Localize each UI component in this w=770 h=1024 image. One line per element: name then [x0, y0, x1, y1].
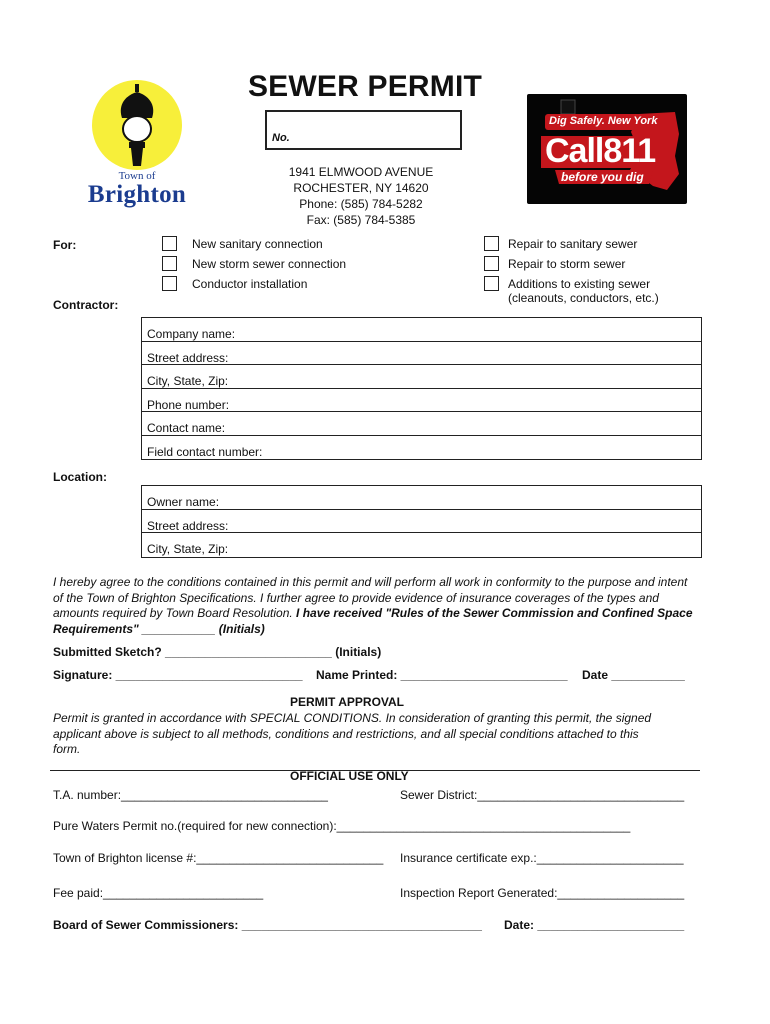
page-title: SEWER PERMIT: [247, 70, 483, 103]
location-street-field[interactable]: Street address:: [142, 510, 701, 534]
location-city-field[interactable]: City, State, Zip:: [147, 542, 229, 556]
board-date-line[interactable]: Date: ______________________: [504, 918, 685, 932]
location-label: Location:: [53, 470, 107, 484]
sketch-initials-line[interactable]: Submitted Sketch? _________________________ (Initials): [53, 645, 382, 659]
town-license-line[interactable]: Town of Brighton license #:____________________________: [53, 851, 384, 865]
pure-waters-permit-line[interactable]: Pure Waters Permit no.(required for new connection):____________________________________________: [53, 819, 631, 833]
checkbox-conductor[interactable]: [162, 276, 177, 291]
name-printed-line[interactable]: Name Printed: _________________________: [316, 668, 568, 682]
address-city: ROCHESTER, NY 14620: [293, 181, 429, 195]
contractor-street-field[interactable]: Street address:: [142, 342, 701, 366]
checkbox-repair-sanitary[interactable]: [484, 236, 499, 251]
call811-number: 811: [603, 132, 656, 170]
call811-call: Call: [545, 132, 604, 170]
agreement-rules-initials: I have received "Rules of the Sewer Commission and Confined Space Requirements" ___________ (Initials): [53, 606, 693, 636]
checkbox-new-storm[interactable]: [162, 256, 177, 271]
contractor-contact-field[interactable]: Contact name:: [142, 412, 701, 436]
location-owner-field[interactable]: Owner name:: [142, 486, 701, 510]
signature-date-line[interactable]: Date ___________: [582, 668, 685, 682]
official-use-heading: OFFICIAL USE ONLY: [290, 769, 409, 783]
insurance-exp-line[interactable]: Insurance certificate exp.:______________________: [400, 851, 684, 865]
checkbox-new-sanitary[interactable]: [162, 236, 177, 251]
option-repair-sanitary: Repair to sanitary sewer: [508, 237, 638, 251]
permit-approval-heading: PERMIT APPROVAL: [290, 695, 405, 709]
address-street: 1941 ELMWOOD AVENUE: [288, 165, 434, 179]
checkbox-additions[interactable]: [484, 276, 499, 291]
signature-line[interactable]: Signature: ____________________________: [53, 668, 303, 682]
contractor-label: Contractor:: [53, 298, 119, 312]
fee-paid-line[interactable]: Fee paid:________________________: [53, 886, 264, 900]
for-label: For:: [53, 238, 77, 252]
option-additions-note: (cleanouts, conductors, etc.): [508, 291, 659, 305]
agreement-text: I hereby agree to the conditions contained in this permit and will perform all work in conformity to the purpose and intent of the Town of Brighton Specifications. I further agree to provide evidence of insurance coverages of the types and amounts required by Town Board Resolution.: [53, 575, 688, 621]
office-address: [230, 164, 492, 228]
option-conductor: Conductor installation: [192, 277, 308, 291]
office-phone: Phone: (585) 784-5282: [299, 197, 423, 211]
office-fax: Fax: (585) 784-5385: [306, 213, 416, 227]
logo-town-name: Brighton: [87, 181, 187, 208]
agreement-paragraph: [53, 575, 693, 637]
call811-new-york: New York: [607, 115, 658, 127]
logo-town-label: Town of: [118, 170, 156, 182]
street-lamp-icon: [112, 84, 162, 166]
contractor-company-field[interactable]: Company name:: [142, 318, 701, 342]
call811-dig: Dig: [549, 115, 567, 127]
contractor-field-contact-field[interactable]: Field contact number:: [147, 444, 263, 459]
call811-logo: [527, 94, 687, 204]
ta-number-line[interactable]: T.A. number:_______________________________: [53, 788, 328, 802]
option-additions: Additions to existing sewer: [508, 277, 651, 291]
checkbox-repair-storm[interactable]: [484, 256, 499, 271]
option-repair-storm: Repair to storm sewer: [508, 257, 626, 271]
sewer-district-line[interactable]: Sewer District:_______________________________: [400, 788, 685, 802]
contractor-table: [141, 317, 702, 460]
option-new-sanitary: New sanitary connection: [192, 237, 323, 251]
location-table: [141, 485, 702, 558]
permit-number-field[interactable]: [265, 110, 462, 150]
call811-tagline: before you dig: [561, 170, 644, 184]
call811-safely: Safely.: [569, 115, 605, 127]
permit-number-label: No.: [272, 132, 290, 144]
permit-approval-text: Permit is granted in accordance with SPECIAL CONDITIONS. In consideration of granting this permit, the signed applicant above is subject to all methods, conditions and restrictions, and all special conditions attached to this form.: [53, 711, 652, 757]
inspection-report-line[interactable]: Inspection Report Generated:___________________: [400, 886, 685, 900]
contractor-phone-field[interactable]: Phone number:: [142, 389, 701, 413]
board-commissioners-line[interactable]: Board of Sewer Commissioners: ____________________________________: [53, 918, 482, 932]
contractor-city-field[interactable]: City, State, Zip:: [142, 365, 701, 389]
option-new-storm: New storm sewer connection: [192, 257, 347, 271]
